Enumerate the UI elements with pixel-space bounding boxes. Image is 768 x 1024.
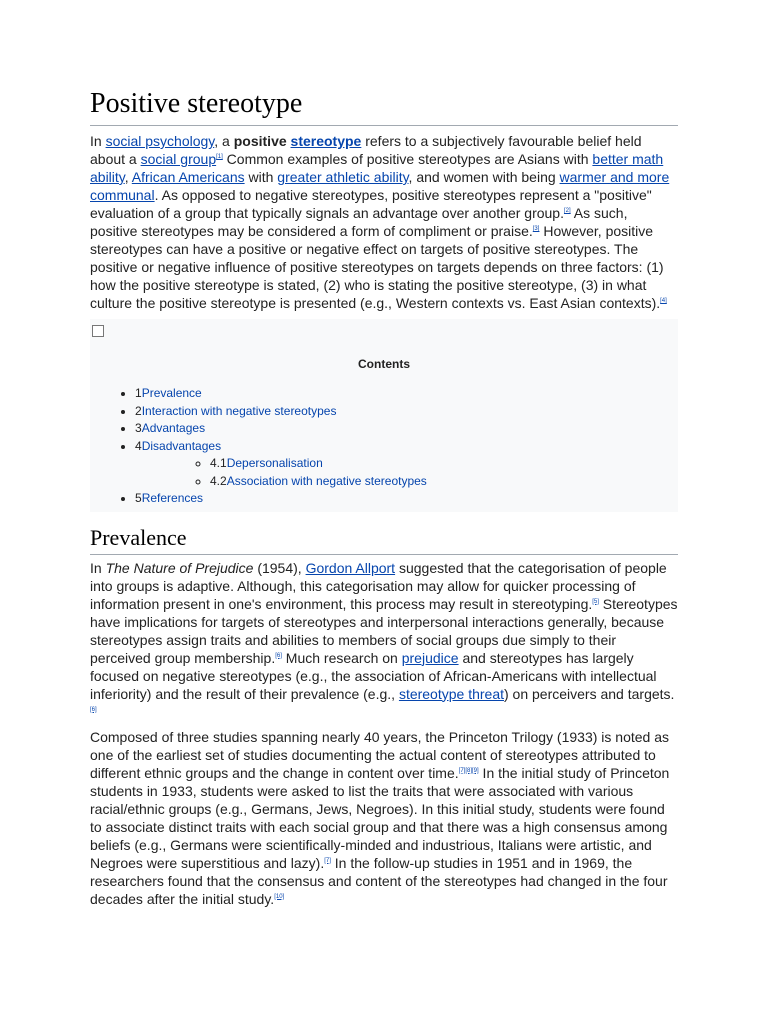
ref-6b[interactable]: [6] (90, 706, 97, 713)
text: with (244, 169, 278, 185)
ref-3[interactable]: [3] (532, 226, 540, 232)
text: In the follow-up studies in 1951 and in 1969, the researchers found that the consensus and content of the stereotypes had changed in the four decades after the initial study. (90, 854, 668, 907)
text: In the initial study of Princeton students in 1933, students were asked to list the traits that were associated with various racial/ethnic groups (e.g., Germans, Jews, Negroes). In this initial study, students were found to associate distinct traits with each social group and that there was a high consensus among beliefs (e.g., Germans were scientifically-minded and industrious, Italians were artistic, and Negroes were superstitious and lazy). (90, 764, 670, 871)
toc-item[interactable] (135, 438, 678, 491)
section-prevalence (90, 524, 678, 908)
text: Stereotypes have implications for targets of stereotypes and interpersonal interactions generally, because stereotypes assign traits and abilities to members of social groups due simply to their perceived group membership. (90, 595, 678, 666)
toc-number: 4 (135, 438, 142, 453)
toc-number: 4.1 (210, 456, 227, 470)
ref-5[interactable]: [5] (592, 598, 599, 605)
link-warmer-communal[interactable]: warmer and more communal (90, 169, 670, 203)
ref-4[interactable]: [4] (660, 298, 667, 304)
text: , (124, 169, 132, 185)
text: As such, positive stereotypes may be considered a form of compliment or praise. (90, 205, 628, 239)
toc-link-depersonalisation[interactable]: Depersonalisation (226, 456, 323, 470)
text: In (90, 559, 106, 576)
link-prejudice[interactable]: prejudice (401, 649, 459, 666)
link-african-americans[interactable]: African Americans (131, 169, 245, 185)
link-stereotype-threat[interactable]: stereotype threat (398, 685, 504, 702)
toc-number: 4.2 (210, 473, 227, 488)
table-of-contents (90, 319, 678, 512)
toc-link-disadvantages[interactable]: Disadvantages (141, 438, 222, 453)
toc-link-association[interactable]: Association with negative stereotypes (226, 473, 427, 488)
ref-7[interactable]: [7] (324, 857, 331, 864)
toc-title: Contents (358, 357, 410, 371)
text: suggested that the categorisation of people into groups is adaptive. Although, this categorisation may allow for quicker processing of information present in one's environment, this process may result in stereotyping. (90, 559, 667, 612)
toc-number: 2 (135, 403, 142, 418)
toc-item[interactable] (135, 490, 678, 508)
section-heading-prevalence: Prevalence (90, 524, 678, 555)
toc-link-interaction[interactable]: Interaction with negative stereotypes (141, 403, 337, 418)
ref-2[interactable]: [2] (563, 208, 571, 214)
link-social-psychology[interactable]: social psychology (105, 133, 215, 149)
ref-10[interactable]: [10] (274, 893, 285, 900)
toc-link-prevalence[interactable]: Prevalence (141, 386, 202, 400)
prevalence-paragraph-2 (90, 728, 678, 908)
text: , and women with being (408, 169, 560, 185)
link-stereotype[interactable]: stereotype (290, 133, 362, 149)
toc-link-references[interactable]: References (141, 491, 204, 505)
text: (1954), (253, 559, 306, 576)
toc-number: 5 (135, 491, 142, 505)
toc-number: 3 (135, 421, 142, 435)
toc-number: 1 (135, 386, 142, 400)
text: , a (214, 133, 234, 149)
text: ) on perceivers and targets. (504, 685, 675, 702)
book-title: The Nature of Prejudice (105, 559, 254, 576)
text: and stereotypes has largely focused on negative stereotypes (e.g., the association of African-Americans with intellectual inferiority) and the result of their prevalence (e.g., (90, 649, 657, 702)
toc-item[interactable] (135, 385, 678, 403)
toc-list (90, 385, 678, 508)
toc-item[interactable] (135, 420, 678, 438)
toc-sublist (135, 455, 678, 490)
toc-subitem[interactable] (210, 473, 678, 491)
text: Much research on (281, 649, 402, 666)
article (90, 86, 678, 908)
link-greater-athletic-ability[interactable]: greater athletic ability (277, 169, 409, 185)
text: In (90, 133, 106, 149)
intro-paragraph (90, 132, 678, 312)
ref-7-8-9[interactable]: [7][8][9] (458, 767, 479, 774)
text: Composed of three studies spanning nearly 40 years, the Princeton Trilogy (1933) is noted as one of the earliest set of studies documenting the actual content of stereotypes attributed to different ethnic groups and the change in content over time. (90, 728, 669, 781)
ref-6[interactable]: [6] (275, 652, 282, 659)
bold-positive: positive (233, 133, 287, 149)
link-social-group[interactable]: social group (140, 151, 217, 167)
page-title: Positive stereotype (90, 86, 678, 126)
text: However, positive stereotypes can have a positive or negative effect on targets of positive stereotypes. The positive or negative influence of positive stereotypes on targets depends on three factors: (1) how the positive stereotype is stated, (2) who is stating the positive stereotype, (3) in what culture the positive stereotype is presented (e.g., Western contexts vs. East Asian contexts). (90, 223, 664, 311)
toc-link-advantages[interactable]: Advantages (141, 421, 206, 435)
toc-toggle-checkbox[interactable] (92, 325, 104, 337)
link-gordon-allport[interactable]: Gordon Allport (305, 559, 396, 576)
text: . As opposed to negative stereotypes, positive stereotypes represent a "positive" evaluation of a group that typically signals an advantage over another group. (90, 187, 652, 221)
toc-item[interactable] (135, 403, 678, 421)
text: Common examples of positive stereotypes are Asians with (222, 151, 593, 167)
toc-subitem[interactable] (210, 455, 678, 473)
link-better-math-ability[interactable]: better math ability (90, 151, 664, 185)
ref-1[interactable]: [1] (216, 154, 223, 160)
text: refers to a subjectively favourable belief held about a (90, 133, 642, 167)
prevalence-paragraph-1 (90, 559, 678, 721)
